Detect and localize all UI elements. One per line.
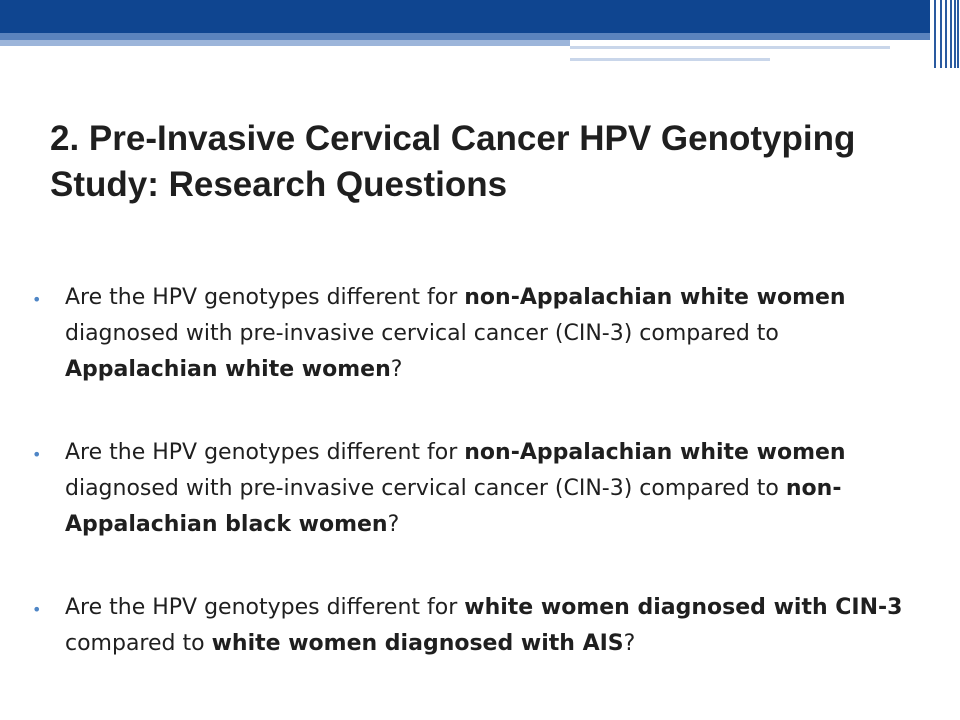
bullet-emphasis: Appalachian white women	[65, 357, 391, 382]
header-bar-dark	[0, 0, 930, 33]
bullet-item: • Are the HPV genotypes different for non-Appalachian white women diagnosed with pre-invasive cervical cancer (CIN-3) compared to non-Appalachian black women?	[30, 435, 910, 543]
bullet-emphasis: white women diagnosed with AIS	[211, 631, 624, 656]
slide-title: 2. Pre-Invasive Cervical Cancer HPV Genotyping Study: Research Questions	[50, 119, 856, 204]
bullet-icon: •	[32, 445, 42, 464]
bullet-emphasis: white women diagnosed with CIN-3	[464, 595, 903, 620]
header-bar-mid	[0, 33, 930, 40]
bullet-item: • Are the HPV genotypes different for white women diagnosed with CIN-3 compared to white women diagnosed with AIS?	[30, 590, 910, 662]
bullet-emphasis: non-Appalachian white women	[464, 440, 846, 465]
bullet-icon: •	[32, 600, 42, 619]
header-line-thin	[570, 46, 890, 49]
bullet-emphasis: non-Appalachian white women	[464, 285, 846, 310]
header-line-thin-2	[570, 58, 770, 61]
bullet-item: • Are the HPV genotypes different for non-Appalachian white women diagnosed with pre-invasive cervical cancer (CIN-3) compared to Appalachian white women?	[30, 280, 910, 388]
bullet-emphasis: non-Appalachian black women	[65, 476, 842, 537]
bullet-list	[30, 280, 910, 709]
header-bar-light	[0, 40, 570, 46]
bullet-icon: •	[32, 290, 42, 309]
header-stripes	[930, 0, 960, 68]
